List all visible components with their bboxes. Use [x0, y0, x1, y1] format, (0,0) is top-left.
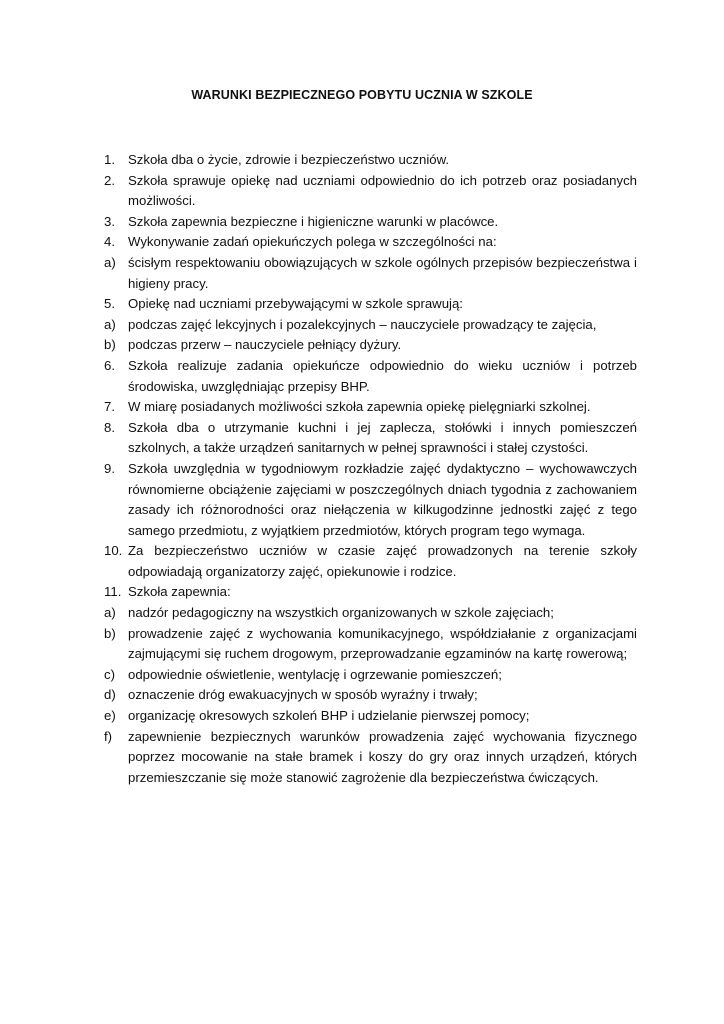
list-item-text: W miarę posiadanych możliwości szkoła zapewnia opiekę pielęgniarki szkolnej. [128, 399, 591, 415]
document-title: WARUNKI BEZPIECZNEGO POBYTU UCZNIA W SZKOLE [191, 88, 533, 102]
list-item-text: Szkoła dba o utrzymanie kuchni i jej zaplecza, stołówki i innych pomieszczeń szkolnych, a także urządzeń sanitarnych w pełnej sprawności i stałej czystości. [128, 419, 637, 456]
list-marker: 8. [104, 419, 115, 435]
list-marker: f) [104, 728, 113, 744]
list-item [104, 418, 637, 459]
list-item-text: Opiekę nad uczniami przebywającymi w szkole sprawują: [128, 296, 463, 312]
list-item [104, 294, 637, 315]
list-marker: e) [104, 708, 116, 724]
list-item-text: zapewnienie bezpiecznych warunków prowadzenia zajęć wychowania fizycznego poprzez mocowanie na stałe bramek i koszy do gry oraz innych urządzeń, których przemieszczanie się może stanowić zagrożenie dla bezpieczeństwa ćwiczących. [128, 728, 637, 785]
list-item [104, 685, 637, 706]
list-item [104, 212, 637, 233]
list-item [104, 232, 637, 253]
list-item-text: nadzór pedagogiczny na wszystkich organizowanych w szkole zajęciach; [128, 605, 554, 621]
list-item-text: Szkoła uwzględnia w tygodniowym rozkładzie zajęć dydaktyczno – wychowawczych równomierne obciążenie zajęciami w poszczególnych dniach tygodnia z zachowaniem zasady ich różnorodności oraz niełączenia w kilkugodzinne jednostki zajęć z tego samego przedmiotu, z wyjątkiem przedmiotów, których program tego wymaga. [128, 460, 637, 538]
list-item [104, 706, 637, 727]
list-item-text: podczas przerw – nauczyciele pełniący dyżury. [128, 337, 402, 353]
list-marker: c) [104, 666, 115, 682]
list-marker: 7. [104, 399, 115, 415]
list-item [104, 459, 637, 541]
list-item-text: ścisłym respektowaniu obowiązujących w szkole ogólnych przepisów bezpieczeństwa i higieny pracy. [128, 254, 637, 291]
list-item-text: odpowiednie oświetlenie, wentylację i ogrzewanie pomieszczeń; [128, 666, 502, 682]
list-item-text: Szkoła dba o życie, zdrowie i bezpieczeństwo uczniów. [128, 152, 450, 167]
rules-list [104, 150, 637, 788]
list-item [104, 335, 637, 356]
list-item [104, 253, 637, 294]
list-marker: 9. [104, 460, 115, 476]
list-marker: 6. [104, 357, 115, 373]
list-marker: 11. [104, 584, 122, 600]
list-item-text: organizację okresowych szkoleń BHP i udzielanie pierwszej pomocy; [128, 708, 530, 724]
list-item [104, 171, 637, 212]
list-item-text: Szkoła sprawuje opiekę nad uczniami odpowiednio do ich potrzeb oraz posiadanych możliwości. [128, 172, 637, 209]
list-item [104, 727, 637, 789]
list-item [104, 603, 637, 624]
list-item [104, 397, 637, 418]
list-marker: a) [104, 605, 116, 621]
list-item [104, 541, 637, 582]
list-item-text: podczas zajęć lekcyjnych i pozalekcyjnych – nauczyciele prowadzący te zajęcia, [128, 316, 597, 332]
list-item-text: Szkoła realizuje zadania opiekuńcze odpowiednio do wieku uczniów i potrzeb środowiska, uwzględniając przepisy BHP. [128, 357, 637, 394]
list-marker: 10. [104, 543, 123, 559]
list-marker: 2. [104, 172, 115, 188]
list-item [104, 356, 637, 397]
list-marker: a) [104, 254, 116, 270]
list-item [104, 582, 637, 603]
list-marker: b) [104, 625, 116, 641]
list-marker: b) [104, 337, 116, 353]
list-item-text: Szkoła zapewnia: [128, 584, 231, 600]
list-item [104, 624, 637, 665]
list-item-text: Szkoła zapewnia bezpieczne i higieniczne warunki w placówce. [128, 213, 499, 229]
list-item-text: Wykonywanie zadań opiekuńczych polega w szczególności na: [128, 234, 497, 250]
list-marker: 1. [104, 152, 115, 167]
list-item-text: Za bezpieczeństwo uczniów w czasie zajęć prowadzonych na terenie szkoły odpowiadają organizatorzy zajęć, opiekunowie i rodzice. [128, 543, 637, 579]
list-item [104, 150, 637, 171]
list-item-text: prowadzenie zajęć z wychowania komunikacyjnego, współdziałanie z organizacjami zajmującymi się ruchem drogowym, przeprowadzanie egzaminów na kartę rowerową; [128, 625, 637, 662]
list-item-text: oznaczenie dróg ewakuacyjnych w sposób wyraźny i trwały; [128, 687, 478, 703]
list-marker: d) [104, 687, 116, 703]
list-item [104, 665, 637, 686]
list-marker: 3. [104, 213, 115, 229]
list-item [104, 315, 637, 336]
list-marker: 5. [104, 296, 115, 312]
list-marker: 4. [104, 234, 115, 250]
list-marker: a) [104, 316, 116, 332]
